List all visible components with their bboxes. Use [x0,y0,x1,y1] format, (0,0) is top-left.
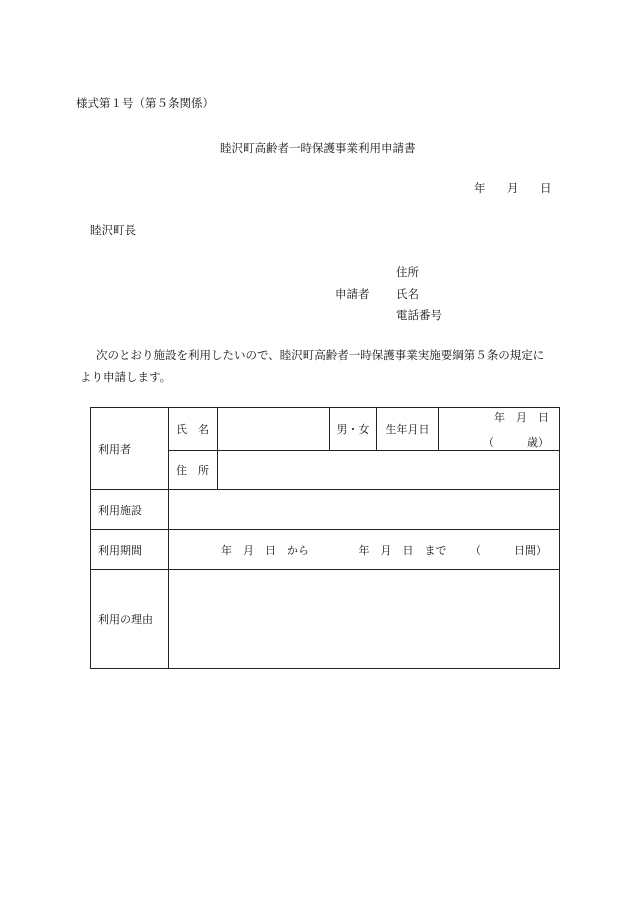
birthdate-field[interactable] [439,408,560,451]
period-to: 年 月 日 まで [358,543,447,557]
date-day: 日 [540,181,552,195]
user-address-label: 住 所 [169,451,218,490]
body-text-line-2: より申請します。 [80,370,172,384]
applicant-address-label: 住所 [396,265,419,279]
user-name-field[interactable] [218,408,330,451]
reason-field[interactable] [169,570,560,669]
applicant-phone-label: 電話番号 [396,308,442,322]
document-title: 睦沢町高齢者一時保護事業利用申請書 [220,141,416,155]
reason-label: 利用の理由 [91,570,169,669]
period-field[interactable] [169,530,560,570]
facility-field[interactable] [169,490,560,530]
applicant-label: 申請者 [335,287,370,301]
user-name-label: 氏 名 [169,408,218,451]
birthdate-label: 生年月日 [377,408,439,451]
applicant-name-label: 氏名 [396,287,419,301]
body-text-line-1: 次のとおり施設を利用したいので、睦沢町高齢者一時保護事業実施要綱第５条の規定に [96,348,545,362]
addressee: 睦沢町長 [90,223,136,237]
period-label: 利用期間 [91,530,169,570]
facility-label: 利用施設 [91,490,169,530]
sex-options[interactable]: 男・女 [330,408,377,451]
user-address-field[interactable] [218,451,560,490]
date-month: 月 [507,181,519,195]
date-year: 年 [474,181,486,195]
period-days: （ 日間） [470,543,547,557]
user-label: 利用者 [91,408,169,490]
period-from: 年 月 日 から [221,543,309,557]
form-number-label: 様式第１号（第５条関係） [76,96,214,110]
birthdate-ymd: 年 月 日 [494,410,549,424]
application-table [90,407,560,669]
age-field: （ 歳） [483,435,549,449]
